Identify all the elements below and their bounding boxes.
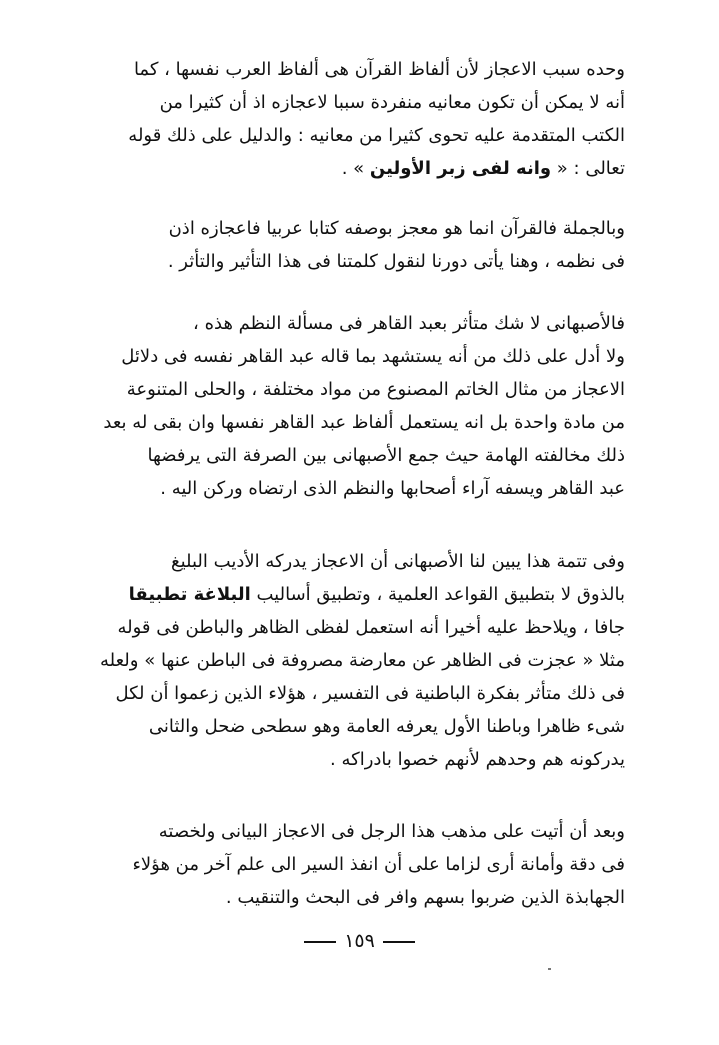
scan-speck [548, 968, 551, 970]
text-line: فى نظمه ، وهنا يأتى دورنا لنقول كلمتنا فى هذا التأثير والتأثر . [167, 251, 625, 272]
text-line: وبالجملة فالقرآن انما هو معجز بوصفه كتابا عربيا فاعجازه اذن [168, 218, 625, 239]
text-line: جافا ، ويلاحظ عليه أخيرا أنه استعمل لفظى الظاهر والباطن فى قوله [117, 617, 625, 638]
text-line-with-quote [80, 152, 625, 185]
text-line: مثلا « عجزت فى الظاهر عن معارضة مصروفة فى الباطن عنها » ولعله [100, 650, 625, 671]
text-line: فالأصبهانى لا شك متأثر بعبد القاهر فى مسألة النظم هذه ، [193, 313, 625, 334]
quran-quote: وانه لفى زبر الأولين [369, 158, 552, 179]
paragraph-2 [80, 212, 625, 278]
paragraph-4 [80, 545, 625, 776]
paragraph-3 [80, 307, 625, 505]
text-line: الاعجاز من مثال الخاتم المصنوع من مواد مختلفة ، والحلى المتنوعة [126, 379, 625, 400]
text-line: الكتب المتقدمة عليه تحوى كثيرا من معانيه : والدليل على ذلك قوله [128, 125, 625, 146]
page-number-value: ١٥٩ [344, 930, 375, 952]
quote-prefix: تعالى : « [551, 158, 625, 179]
text-line: وبعد أن أتيت على مذهب هذا الرجل فى الاعجاز البيانى ولخصته [158, 821, 625, 842]
text-line: وحده سبب الاعجاز لأن ألفاظ القرآن هى ألفاظ العرب نفسها ، كما [133, 59, 625, 80]
text-line: عبد القاهر ويسفه آراء أصحابها والنظم الذى ارتضاه وركن اليه . [160, 478, 625, 499]
dash-left [304, 941, 336, 943]
text-line: يدركونه هم وحدهم لأنهم خصوا بادراكه . [330, 749, 625, 770]
text-line: وفى تتمة هذا يبين لنا الأصبهانى أن الاعجاز يدركه الأديب البليغ [171, 551, 625, 572]
page-number [0, 926, 719, 956]
text-line: الجهابذة الذين ضربوا بسهم وافر فى البحث والتنقيب . [225, 887, 625, 908]
text-line: أنه لا يمكن أن تكون معانيه منفردة سببا لاعجازه اذ أن كثيرا من [159, 92, 625, 113]
text-line: فى ذلك متأثر بفكرة الباطنية فى التفسير ، هؤلاء الذين زعموا أن لكل [115, 683, 625, 704]
quote-suffix: » . [341, 158, 370, 179]
text-line: ذلك مخالفته الهامة حيث جمع الأصبهانى بين الصرفة التى يرفضها [147, 445, 625, 466]
dash-right [383, 941, 415, 943]
text-line: ولا أدل على ذلك من أنه يستشهد بما قاله عبد القاهر نفسه فى دلائل [121, 346, 625, 367]
text-line: شىء ظاهرا وباطنا الأول يعرفه العامة وهو سطحى ضحل والثانى [148, 716, 625, 737]
bold-phrase: البلاغة تطبيقا [128, 584, 251, 605]
text-line-with-bold [80, 578, 625, 611]
paragraph-1 [80, 53, 625, 185]
text-line: فى دقة وأمانة أرى لزاما على أن انفذ السير الى علم آخر من هؤلاء [132, 854, 625, 875]
paragraph-5 [80, 815, 625, 914]
line-prefix: بالذوق لا بتطبيق القواعد العلمية ، وتطبيق أساليب [250, 584, 625, 605]
text-line: من مادة واحدة بل انه يستعمل ألفاظ عبد القاهر نفسها وان بقى له بعد [103, 412, 625, 433]
